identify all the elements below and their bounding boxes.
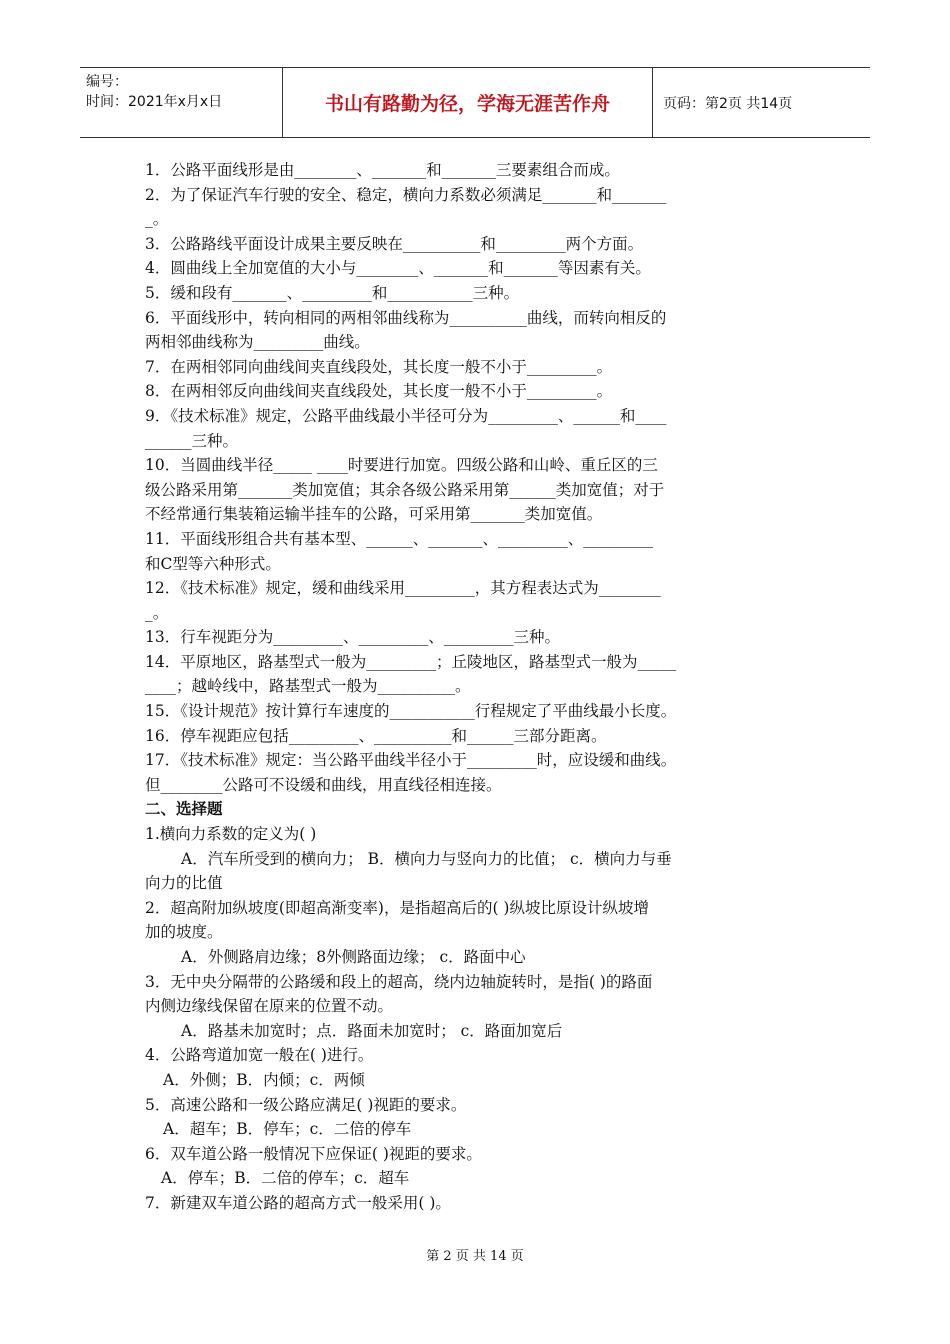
option-line: A．外侧；B．内倾；c．两倾 — [163, 1070, 365, 1089]
header-motto: 书山有路勤为径，学海无涯苦作舟 — [283, 68, 653, 137]
text-line: 17．《技术标准》规定：当公路平曲线半径小于_________时，应设缓和曲线。 — [145, 751, 677, 770]
text-line: 加的坡度。 — [145, 923, 223, 942]
text-line: 级公路采用第_______类加宽值；其余各级公路采用第______类加宽值；对于 — [145, 480, 665, 499]
text-line: 向力的比值 — [145, 874, 223, 893]
text-line: 2．为了保证汽车行驶的安全、稳定，横向力系数必须满足_______和_______ — [145, 185, 667, 204]
page-footer: 第 2 页 共 14 页 — [426, 1249, 524, 1264]
text-line: 9．《技术标准》规定，公路平曲线最小半径可分为_________、______和____ — [145, 406, 667, 425]
text-line: _。 — [145, 603, 169, 622]
text-line: 10．当圆曲线半径_____ ____时要进行加宽。四级公路和山岭、重丘区的三 — [145, 456, 658, 475]
header-left-cell — [80, 68, 283, 137]
section-heading: 二、选择题 — [145, 800, 223, 819]
text-line: 内侧边缘线保留在原来的位置不动。 — [145, 997, 394, 1016]
document-body — [145, 158, 810, 1216]
text-line: 5．缓和段有_______、_________和___________三种。 — [145, 283, 520, 302]
text-line: 但________公路可不设缓和曲线，用直线径相连接。 — [145, 775, 502, 794]
text-line: ____；越岭线中，路基型式一般为__________。 — [145, 677, 471, 696]
option-line: A．汽车所受到的横向力； B．横向力与竖向力的比值； c．横向力与垂 — [181, 849, 672, 868]
text-line: 15．《设计规范》按计算行车速度的___________行程规定了平曲线最小长度。 — [145, 702, 677, 721]
text-line: 12．《技术标准》规定，缓和曲线采用_________，其方程表达式为________ — [145, 579, 661, 598]
text-line: 和C型等六种形式。 — [145, 554, 281, 573]
text-line: 不经常通行集装箱运输半挂车的公路，可采用第_______类加宽值。 — [145, 505, 603, 524]
page-header — [80, 67, 870, 138]
option-line: A．停车；B．二倍的停车；c．超车 — [161, 1169, 410, 1188]
text-line: 11．平面线形组合共有基本型、______、_______、_________、_________ — [145, 529, 653, 548]
option-line: A．路基未加宽时；点．路面未加宽时； c．路面加宽后 — [181, 1021, 563, 1040]
text-line: 1．公路平面线形是由________、_______和_______三要素组合而成。 — [145, 161, 620, 179]
text-line: _。 — [145, 210, 169, 229]
option-line: A．外侧路肩边缘；8外侧路面边缘； c．路面中心 — [181, 948, 526, 966]
text-line: 8．在两相邻反向曲线间夹直线段处，其长度一般不小于_________。 — [145, 382, 613, 401]
question-line: 2．超高附加纵坡度(即超高渐变率)，是指超高后的( )纵坡比原设计纵坡增 — [145, 898, 649, 917]
header-page-label: 页码：第2页 共14页 — [663, 95, 793, 112]
code-label: 编号： — [86, 74, 128, 90]
text-line: 4．圆曲线上全加宽值的大小与________、_______和_______等因素有关。 — [145, 259, 651, 278]
question-line: 6．双车道公路一般情况下应保证( )视距的要求。 — [145, 1144, 482, 1163]
date-label: 时间：2021年x月x日 — [86, 94, 223, 110]
option-line: A．超车；B．停车；c．二倍的停车 — [163, 1120, 412, 1139]
text-line: 13．行车视距分为_________、_________、_________三种。 — [145, 628, 560, 647]
question-line: 4．公路弯道加宽一般在( )进行。 — [145, 1046, 374, 1065]
text-line: 两相邻曲线称为_________曲线。 — [145, 333, 370, 352]
text-line: 7．在两相邻同向曲线间夹直线段处，其长度一般不小于_________。 — [145, 357, 613, 376]
question-line: 1.横向力系数的定义为( ) — [145, 825, 317, 844]
question-line: 5．高速公路和一级公路应满足( )视距的要求。 — [145, 1095, 467, 1114]
text-line: ______三种。 — [145, 431, 239, 450]
text-line: 6．平面线形中，转向相同的两相邻曲线称为__________曲线，而转向相反的 — [145, 308, 667, 327]
text-line: 16．停车视距应包括_________、__________和______三部分距离。 — [145, 726, 607, 745]
question-line: 7．新建双车道公路的超高方式一般采用( )。 — [145, 1193, 451, 1212]
text-line: 3．公路路线平面设计成果主要反映在__________和_________两个方面。 — [145, 234, 644, 253]
text-line: 14．平原地区，路基型式一般为_________；丘陵地区，路基型式一般为_____ — [145, 652, 677, 671]
question-line: 3．无中央分隔带的公路缓和段上的超高，绕内边轴旋转时，是指( )的路面 — [145, 972, 653, 991]
